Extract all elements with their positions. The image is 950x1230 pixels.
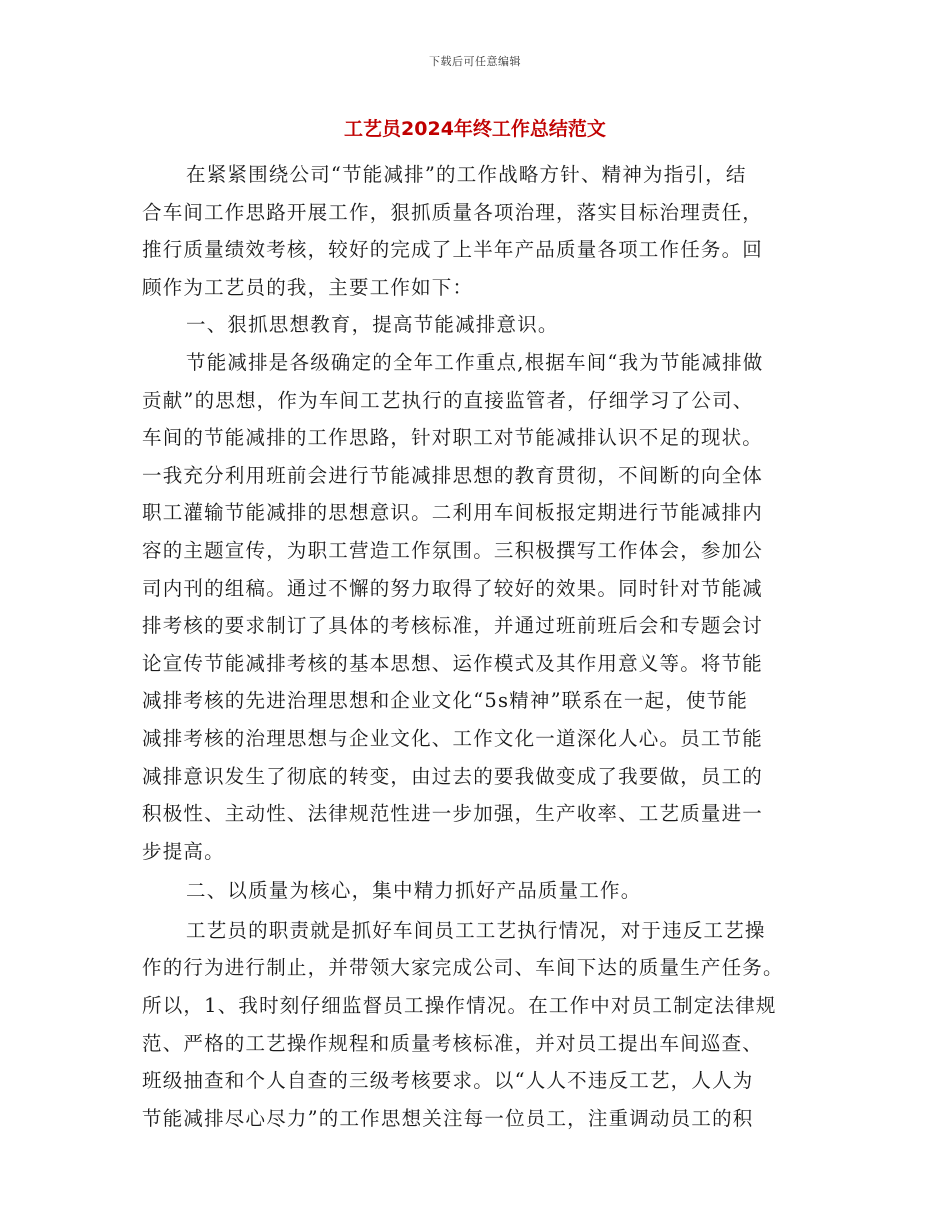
paragraph-line: 车间的节能减排的工作思路，针对职工对节能减排认识不足的现状。 [142,426,764,450]
document-body [142,156,808,1137]
paragraph-line: 步提高。 [142,839,225,863]
paragraph-line: 作的行为进行制止，并带领大家完成公司、车间下达的质量生产任务。 [142,956,784,980]
paragraph-line: 贡献”的思想，作为车间工艺执行的直接监管者，仔细学习了公司、 [142,388,754,412]
paragraph-line: 所以，1、我时刻仔细监督员工操作情况。在工作中对员工制定法律规 [142,994,777,1018]
paragraph-line: 顾作为工艺员的我，主要工作如下： [142,275,474,299]
paragraph-line: 减排意识发生了彻底的转变，由过去的要我做变成了我要做，员工的 [142,764,764,788]
paragraph-line: 合车间工作思路开展工作，狠抓质量各项治理，落实目标治理责任， [142,200,764,224]
section-heading: 一、狠抓思想教育，提高节能减排意识。 [186,313,559,337]
paragraph-line: 容的主题宣传，为职工营造工作氛围。三积极撰写工作体会，参加公 [142,538,764,562]
paragraph-line: 工艺员的职责就是抓好车间员工工艺执行情况，对于违反工艺操 [186,918,766,942]
paragraph-line: 一我充分利用班前会进行节能减排思想的教育贯彻，不间断的向全体 [142,463,764,487]
paragraph-line: 班级抽查和个人自查的三级考核要求。以“人人不违反工艺，人人为 [142,1069,754,1093]
paragraph-line: 排考核的要求制订了具体的考核标准，并通过班前班后会和专题会讨 [142,614,764,638]
paragraph-line: 在紧紧围绕公司“节能减排”的工作战略方针、精神为指引，结 [186,163,747,186]
paragraph-line: 节能减排尽心尽力”的工作思想关注每一位员工，注重调动员工的积 [142,1106,754,1130]
paragraph-line: 范、严格的工艺操作规程和质量考核标准，并对员工提出车间巡查、 [142,1031,764,1055]
paragraph-line: 司内刊的组稿。通过不懈的努力取得了较好的效果。同时针对节能减 [142,576,764,600]
section-heading: 二、以质量为核心，集中精力抓好产品质量工作。 [186,879,642,903]
paragraph-line: 职工灌输节能减排的思想意识。二利用车间板报定期进行节能减排内 [142,501,764,525]
paragraph-line: 节能减排是各级确定的全年工作重点,根据车间“我为节能减排做 [186,350,764,374]
paragraph-line: 减排考核的先进治理思想和企业文化“5s精神”联系在一起，使节能 [142,689,749,713]
paragraph-line: 论宣传节能减排考核的基本思想、运作模式及其作用意义等。将节能 [142,651,764,675]
paragraph-line: 推行质量绩效考核，较好的完成了上半年产品质量各项工作任务。回 [142,238,764,262]
paragraph-line: 积极性、主动性、法律规范性进一步加强，生产收率、工艺质量进一 [142,802,764,826]
header-note: 下载后可任意编辑 [429,55,521,68]
paragraph-line: 减排考核的治理思想与企业文化、工作文化一道深化人心。员工节能 [142,726,764,750]
document-title: 工艺员2024年终工作总结范文 [344,118,606,140]
